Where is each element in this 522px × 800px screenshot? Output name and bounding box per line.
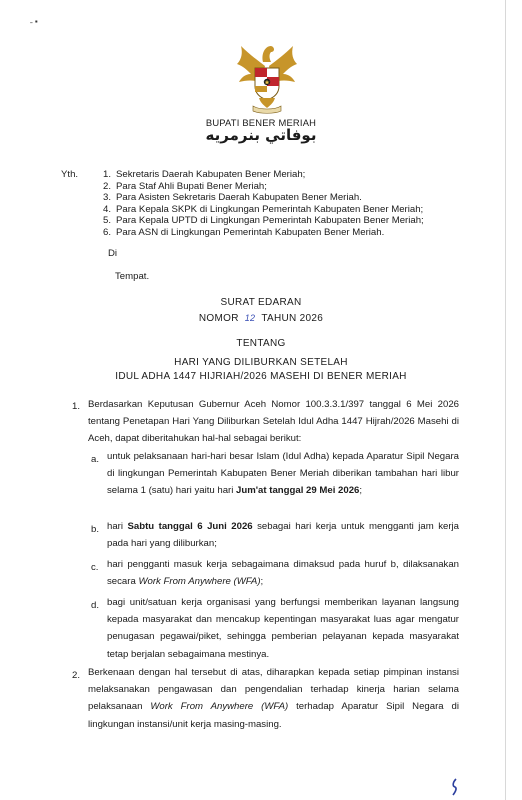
di-label: Di bbox=[108, 248, 118, 259]
sub-b-letter: b. bbox=[91, 524, 100, 535]
sub-c-text-part: hari pengganti masuk kerja sebagaimana dimaksud pada huruf b, dilaksanakan secara bbox=[107, 559, 459, 588]
tempat-label: Tempat. bbox=[115, 271, 150, 282]
point-1-number: 1. bbox=[72, 401, 81, 412]
point-1-text: Berdasarkan Keputusan Gubernur Aceh Nomor 100.3.3.1/397 tanggal 6 Mei 2026 tentang Penetapan Hari Yang Diliburkan Setelah Idul Adha 1447 Hijrah/2026 Masehi di Aceh, dapat diberitahukan hal-hal sebagai berikut: bbox=[88, 399, 459, 445]
sub-b-text-part: hari bbox=[107, 521, 128, 532]
scan-corner-mark: ˗ ▪ bbox=[30, 17, 38, 26]
point-2-text bbox=[88, 664, 459, 733]
point-2-text-end: terhadap Aparatur Sipil Negara di lingkungan instansi/unit kerja masing-masing. bbox=[88, 701, 460, 730]
recipient-item bbox=[103, 215, 424, 227]
tahun-label: TAHUN 2026 bbox=[261, 313, 324, 324]
recipient-text: Para Asisten Sekretaris Daerah Kabupaten Bener Meriah. bbox=[116, 192, 362, 204]
recipient-number: 4. bbox=[103, 203, 112, 215]
sub-d-text: bagi unit/satuan kerja organisasi yang berfungsi memberikan layanan langsung kepada masyarakat dan mencakup kepentingan masyarakat luas agar mengatur penugasan pegawai/piket, sehingga pemberian pelayanan kepada masyarakat tetap berjalan sebagaimana mestinya. bbox=[107, 597, 459, 660]
subject-line-1: HARI YANG DILIBURKAN SETELAH bbox=[174, 357, 348, 368]
letter-type-title: SURAT EDARAN bbox=[220, 297, 302, 308]
point-2-number: 2. bbox=[72, 670, 81, 681]
point-2-text-part: Berkenaan dengan hal tersebut di atas, diharapkan kepada setiap pimpinan instansi melaksanakan pengawasan dan pengendalian terhadap kinerja harian selama pelaksanaan bbox=[88, 667, 459, 713]
point-2-italic-wfa: Work From Anywhere (WFA) bbox=[150, 701, 289, 713]
sub-a-text bbox=[107, 448, 459, 500]
recipient-number: 5. bbox=[103, 215, 112, 227]
sub-a-text-end: ; bbox=[359, 485, 363, 497]
sub-c-text-end: ; bbox=[260, 576, 264, 588]
handwritten-number: 12 bbox=[244, 313, 256, 323]
institution-name-jawi: بوفاتي بنرمريه bbox=[205, 126, 317, 144]
subject-line-2: IDUL ADHA 1447 HIJRIAH/2026 MASEHI DI BENER MERIAH bbox=[115, 371, 407, 382]
recipient-list bbox=[103, 169, 424, 239]
recipient-text: Para ASN di Lingkungan Pemerintah Kabupaten Bener Meriah. bbox=[116, 226, 385, 238]
recipient-number: 3. bbox=[103, 192, 112, 204]
sub-a-letter: a. bbox=[91, 454, 100, 465]
sub-c-text bbox=[107, 556, 459, 590]
recipient-text: Para Staf Ahli Bupati Bener Meriah; bbox=[116, 180, 267, 192]
recipient-item bbox=[103, 169, 424, 181]
institution-name-latin: BUPATI BENER MERIAH bbox=[205, 117, 317, 128]
sub-a-bold-date: Jum'at tanggal 29 Mei 2026 bbox=[236, 485, 360, 497]
letter-number-line bbox=[0, 313, 522, 324]
tentang-label: TENTANG bbox=[236, 338, 286, 349]
sub-b-text-end: sebagai hari kerja untuk mengganti jam kerja pada hari yang diliburkan; bbox=[107, 521, 459, 550]
recipient-text: Para Kepala UPTD di Lingkungan Pemerintah Kabupaten Bener Meriah; bbox=[116, 215, 424, 227]
sub-b-text bbox=[107, 518, 459, 552]
garuda-emblem-icon bbox=[231, 40, 303, 116]
sub-c-italic-wfa: Work From Anywhere (WFA) bbox=[138, 576, 261, 588]
recipient-text: Sekretaris Daerah Kabupaten Bener Meriah; bbox=[116, 169, 306, 180]
recipient-number: 2. bbox=[103, 180, 112, 192]
sub-a-text-part: untuk pelaksanaan hari-hari besar Islam (Idul Adha) kepada Aparatur Sipil Negara di lingkungan Pemerintah Kabupaten Bener Meriah diberikan tambahan hari libur selama 1 (satu) hari yaitu hari bbox=[107, 451, 459, 497]
recipient-number: 6. bbox=[103, 226, 112, 238]
recipient-item bbox=[103, 181, 424, 193]
sub-c-letter: c. bbox=[91, 562, 99, 573]
recipient-text: Para Kepala SKPK di Lingkungan Pemerintah Kabupaten Bener Meriah; bbox=[116, 203, 424, 215]
sub-b-bold-date: Sabtu tanggal 6 Juni 2026 bbox=[127, 521, 253, 532]
sub-d-letter: d. bbox=[91, 600, 100, 611]
recipient-item bbox=[103, 192, 424, 204]
recipient-number: 1. bbox=[103, 169, 112, 180]
recipient-item bbox=[103, 227, 424, 239]
recipient-item bbox=[103, 204, 424, 216]
nomor-label: NOMOR bbox=[198, 313, 239, 324]
paraf-mark-icon bbox=[450, 778, 460, 796]
salutation-label: Yth. bbox=[61, 169, 79, 180]
